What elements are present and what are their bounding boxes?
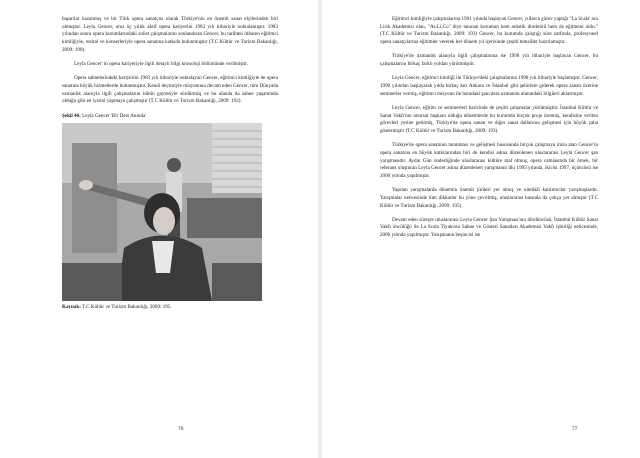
paragraph: Eğitimci kimliğiyle çalışmalarına 1981 yılında başlayan Gencer, yıllarca görev yaptığı "La Scala' nın Lirik Akademisi olan, "As.Li.Co" diye tanınan kurumun hem artistik direktörü hem de eğitmeni oldu." (T.C Kültür ve Turizm Bakanlığı, 2009: 193) Gencer, bu kurumda çalıştığı süre zarfında, profesyonel opera sanatçılarına eğitimler vererek her dönem yıl içerisinde çeşitli temsiller hazırlamıştır. bbox=[380, 16, 598, 46]
figure-source-text: T.C Kültür ve Turizm Bakanlığı, 2009: 195. bbox=[80, 304, 172, 311]
figure-source bbox=[62, 304, 278, 312]
paragraph: Leyla Gencer' in opera kariyeriyle ilgili detaylı bilgi kronoloji bölümünde verilmiştir. bbox=[74, 61, 248, 68]
figure-source-label: Kaynak: bbox=[62, 304, 81, 311]
paragraph: Opera sahnelerindeki kariyerini 1983 yılı itibariyle noktalayan Gencer, eğitimci kimliğiyle de opera sanatına büyük hizmetlerde bulunmuştur. Kendi deyimiyle misyonunu devam eden Gencer, tüm Dünyada uzmanlık alanıyla ilgili çalışmalarını bütün gayretiyle sürdürmüş ve bu alanda da sahne yaşamında olduğu gibi en iyisini yapmaya çalışmıştır (T.C Kültür ve Turizm Bakanlığı, 2009: 192). bbox=[62, 75, 278, 105]
paragraph: Yapılan yarışmalarda dönemin önemli jürileri yer almış ve nitelikli katılımcılar yarışmışlardır. Yarışmalar neticesinde tüm dikkatler bu yöne çevrilmiş, uluslararası basında da çokça yer almıştır (T.C Kültür ve Turizm Bakanlığı, 2009: 195). bbox=[380, 187, 598, 209]
right-page bbox=[322, 0, 640, 458]
left-text-column bbox=[62, 16, 278, 312]
figure-caption bbox=[62, 113, 278, 121]
paragraph: Türkiye'de opera sanatının tanınması ve gelişmesi hususunda birçok çalışmaya imza atan Gencer'in opera sanatına en büyük katkılarından biri de kendisi adına düzenlenen uluslararası Leyla Gencer şan yarışmasıdır. Aydın Gün önderliğinde uluslararası kültüre mal olmuş, opera camiasında bir örnek, bir referans oluşturan Leyla Gencer adına düzenlenen yarışmanın ilki 1995 yılında, ikicisi 1997, üçüncüsü ise 2000 yılında yapılmıştır. bbox=[380, 142, 598, 179]
right-text-column bbox=[380, 16, 598, 246]
page-number-right: 77 bbox=[572, 426, 578, 432]
paragraph: Leyla Gencer, eğitimci kimliği ile Türkiye'deki çalışmalarına 1990 yılı itibariyle başlamıştır. Gencer, 1990 yılından başlayarak yılda birkaç kez Ankara ve İstanbul gibi şehirlere giderek opera sanatı üzerine seminerler vermiş, eğitimci misyonu ile buradaki şancılara uzmanlık alanındaki bilgileri aktarmıştır. bbox=[380, 75, 598, 97]
paragraph: başarılar kazanmış ve bir Türk opera sanatçısı olarak Türkiye'nin en önemli sanat elçilerinden biri olmuştur. Leyla Gencer, otuz üç yıllık aktif opera kariyerini 1983 yılı itibariyle noktalamıştır. 1983 yılından sonra opera kurumlarındaki solist çalışmalarını sonlandıran Gencer, bu tarihten itibaren eğitimci kimliğiyle, resital ve konserleriyle opera sanatına katkıda bulunmuştur (T.C Kültür ve Turizm Bakanlığı, 2009: 190). bbox=[62, 16, 278, 53]
paragraph: Leyla Gencer, eğitim ve seminerleri haricinde de çeşitli çalışmalar yürütmüştür. İstanbul Kültür ve Sanat Vakfı'nın onursal başkanı olduğu dönemlerde bu kurumda birçok proje üretmiş, kendisine verilen görevleri yerine getirmiş, Türkiye'de opera sanatı ve diğer sanat dallarının gelişmesi için büyük çaba göstermiştir (T.C Kültür ve Turizm Bakanlığı, 2009: 193). bbox=[380, 104, 598, 134]
left-page bbox=[0, 0, 318, 458]
page-number-left: 76 bbox=[178, 426, 184, 432]
figure-photo bbox=[62, 123, 262, 301]
figure-caption-label: Şekil 46: bbox=[62, 112, 81, 119]
photo-illustration bbox=[62, 123, 262, 301]
paragraph: Türkiye'de uzmanlık alanıyla ilgili çalışmalarına ise 1990 yılı itibariyle başlayan Gencer, bu çalışmalarını birkaç farklı yoldan yürütmüştür. bbox=[380, 53, 598, 68]
paragraph: Devam eden süreçte uluslararası Leyla Gencer Şan Yarışması'nın dördüncüsü, İstanbul Kültür Sanat Vakfı öncülüğü ile La Scala Tiyatrosu Sahne ve Gösteri Sanatları Akademisi Vakfı işbirliği neticesinde, 2006 yılında yapılmıştır. Yarışmanın beşincisi ise bbox=[380, 216, 598, 239]
figure-caption-text: Leyla Gencer 'Bir Ders Anında' bbox=[80, 112, 147, 119]
